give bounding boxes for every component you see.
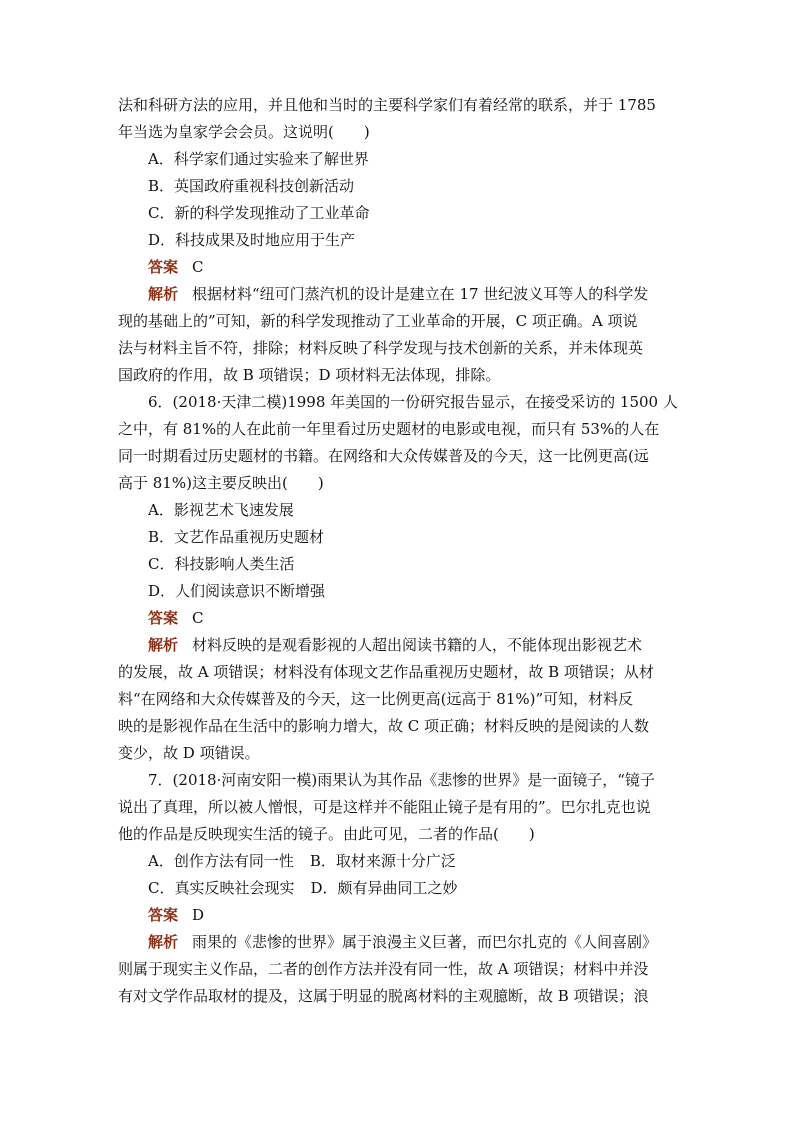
stem-line: 高于 81%)这主要反映出( ) xyxy=(118,474,324,492)
analysis-label: 解析 xyxy=(148,285,179,303)
question-6 xyxy=(118,389,678,767)
analysis-line: 现的基础上的”可知，新的科学发现推动了工业革命的开展，C 项正确。A 项说 xyxy=(118,312,638,330)
analysis-line: 映的是影视作品在生活中的影响力增大，故 C 项正确；材料反映的是阅读的人数 xyxy=(118,717,650,735)
option-c: C．新的科学发现推动了工业革命 xyxy=(148,204,370,222)
answer-value: D xyxy=(192,906,205,924)
answer-row xyxy=(118,605,678,632)
question-7 xyxy=(118,767,678,1010)
analysis-row xyxy=(118,632,678,659)
analysis-line: 法与材料主旨不符，排除；材料反映了科学发现与技术创新的关系，并未体现英 xyxy=(118,339,644,357)
stem-line: 年当选为皇家学会会员。这说明( ) xyxy=(118,123,370,141)
stem-line: 之中，有 81%的人在此前一年里看过历史题材的电影或电视，而只有 53%的人在 xyxy=(118,420,660,438)
option-d: D．颇有异曲同工之妙 xyxy=(310,879,458,897)
analysis-line: 国政府的作用，故 B 项错误；D 项材料无法体现，排除。 xyxy=(118,366,501,384)
option-row xyxy=(118,848,678,875)
analysis-line: 有对文学作品取材的提及，这属于明显的脱离材料的主观臆断，故 B 项错误；浪 xyxy=(118,987,649,1005)
analysis-label: 解析 xyxy=(148,933,179,951)
stem-line: 他的作品是反映现实生活的镜子。由此可见，二者的作品( ) xyxy=(118,825,535,843)
stem-line: 说出了真理，所以被人憎恨，可是这样并不能阻止镜子是有用的”。巴尔扎克也说 xyxy=(118,798,651,816)
answer-label: 答案 xyxy=(148,609,179,627)
question-stem: 7．(2018·河南安阳一模)雨果认为其作品《悲惨的世界》是一面镜子，“镜子 xyxy=(148,771,655,789)
analysis-line: 料“在网络和大众传媒普及的今天，这一比例更高(远高于 81%)”可知，材料反 xyxy=(118,690,634,708)
analysis-label: 解析 xyxy=(148,636,179,654)
question-stem: 6．(2018·天津二模)1998 年美国的一份研究报告显示，在接受采访的 1500 人 xyxy=(148,393,678,411)
option-c: C．真实反映社会现实 xyxy=(148,879,295,897)
analysis-row xyxy=(118,929,678,956)
analysis-line: 则属于现实主义作品，二者的创作方法并没有同一性，故 A 项错误；材料中并没 xyxy=(118,960,649,978)
answer-value: C xyxy=(192,258,204,276)
analysis-text: 雨果的《悲惨的世界》属于浪漫主义巨著，而巴尔扎克的《人间喜剧》 xyxy=(192,933,658,951)
option-d: D．人们阅读意识不断增强 xyxy=(148,582,326,600)
option-a: A．科学家们通过实验来了解世界 xyxy=(148,150,369,168)
question-5 xyxy=(118,92,678,389)
option-a: A．影视艺术飞速发展 xyxy=(148,501,294,519)
answer-row xyxy=(118,902,678,929)
option-d: D．科技成果及时地应用于生产 xyxy=(148,231,356,249)
analysis-text: 材料反映的是观看影视的人超出阅读书籍的人，不能体现出影视艺术 xyxy=(192,636,643,654)
analysis-text: 根据材料“纽可门蒸汽机的设计是建立在 17 世纪波义耳等人的科学发 xyxy=(192,285,649,303)
analysis-line: 变少，故 D 项错误。 xyxy=(118,744,260,762)
document-page xyxy=(118,92,678,1010)
analysis-row xyxy=(118,281,678,308)
option-row xyxy=(118,875,678,902)
answer-row xyxy=(118,254,678,281)
answer-value: C xyxy=(192,609,204,627)
option-b: B．文艺作品重视历史题材 xyxy=(148,528,325,546)
option-c: C．科技影响人类生活 xyxy=(148,555,295,573)
answer-label: 答案 xyxy=(148,906,179,924)
option-b: B．取材来源十分广泛 xyxy=(309,852,456,870)
stem-line: 同一时期看过历史题材的书籍。在网络和大众传媒普及的今天，这一比例更高(远 xyxy=(118,447,649,465)
option-b: B．英国政府重视科技创新活动 xyxy=(148,177,355,195)
option-a: A．创作方法有同一性 xyxy=(148,852,294,870)
answer-label: 答案 xyxy=(148,258,179,276)
analysis-line: 的发展，故 A 项错误；材料没有体现文艺作品重视历史题材，故 B 项错误；从材 xyxy=(118,663,654,681)
stem-line: 法和科研方法的应用，并且他和当时的主要科学家们有着经常的联系，并于 1785 xyxy=(118,96,656,114)
